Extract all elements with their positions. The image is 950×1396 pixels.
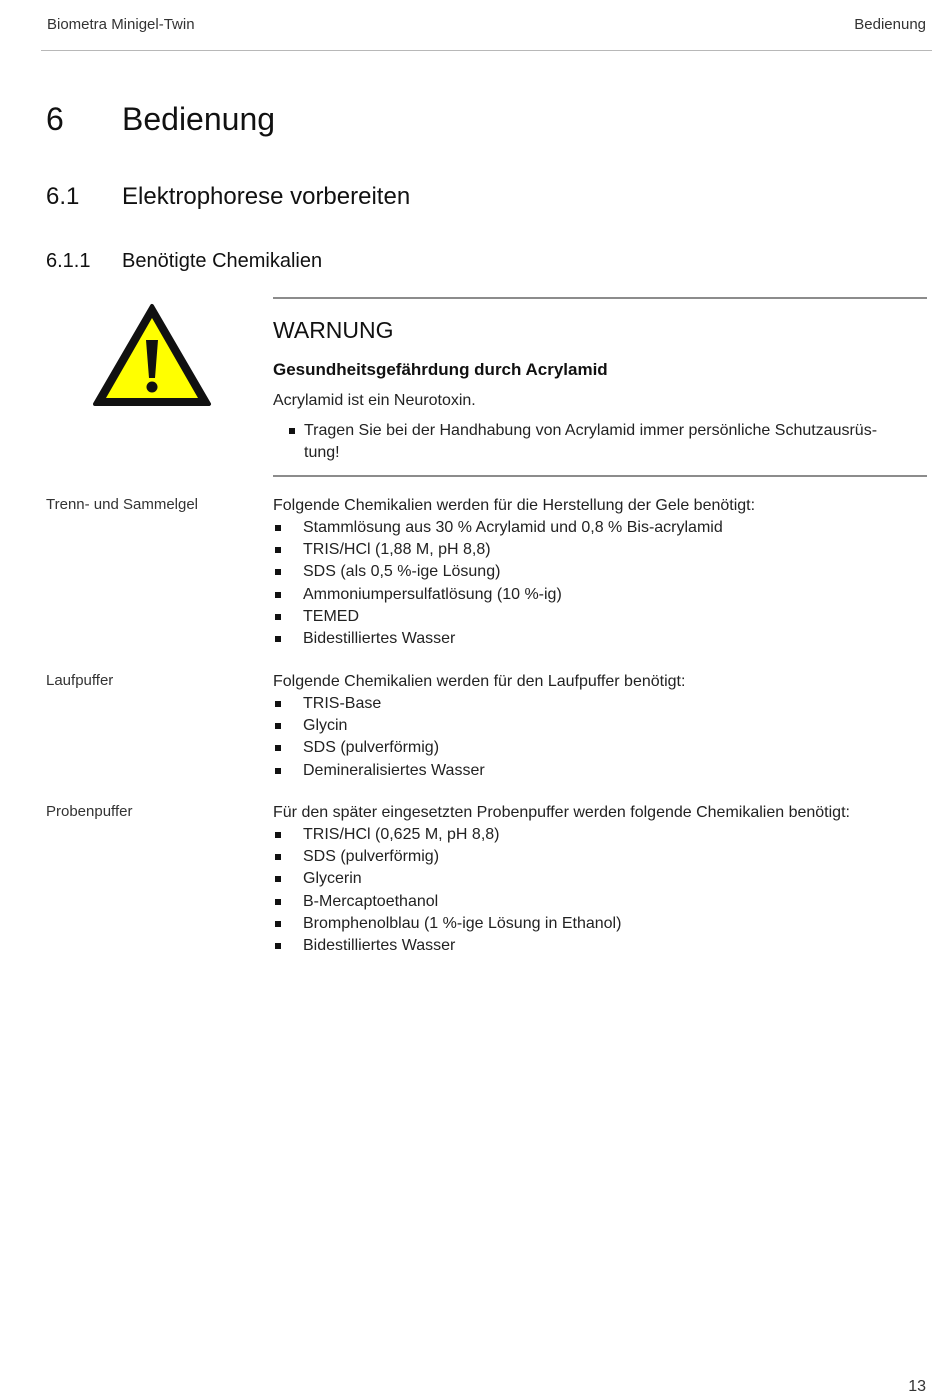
chemical-list <box>273 824 913 957</box>
section-body-probenpuffer <box>273 802 913 957</box>
bullet-square-icon <box>275 547 281 553</box>
bullet-square-icon <box>275 636 281 642</box>
header-document-title: Biometra Minigel-Twin <box>47 16 195 33</box>
list-item: Demineralisiertes Wasser <box>273 760 913 782</box>
chapter-heading <box>46 101 275 138</box>
list-item: Bidestilliertes Wasser <box>273 935 913 957</box>
warning-title: WARNUNG <box>273 317 394 343</box>
list-item: B-Mercaptoethanol <box>273 891 913 913</box>
warning-triangle-icon <box>92 302 212 408</box>
bullet-square-icon <box>275 525 281 531</box>
section-number: 6.1 <box>46 183 80 210</box>
bullet-square-icon <box>275 921 281 927</box>
list-item: TRIS/HCl (0,625 M, pH 8,8) <box>273 824 913 846</box>
list-item: Stammlösung aus 30 % Acrylamid und 0,8 % Bis-acrylamid <box>273 517 913 539</box>
section-intro: Folgende Chemikalien werden für den Laufpuffer benötigt: <box>273 673 686 690</box>
warning-box <box>273 297 927 477</box>
warning-bullet-text: Tragen Sie bei der Handhabung von Acrylamid immer persönliche Schutzausrüs-tung! <box>304 422 878 461</box>
section-heading <box>46 183 410 211</box>
bullet-square-icon <box>275 899 281 905</box>
subsection-heading <box>46 250 322 273</box>
section-intro: Für den später eingesetzten Probenpuffer werden folgende Chemikalien benötigt: <box>273 804 850 821</box>
chemical-list <box>273 693 913 782</box>
list-item: Glycin <box>273 715 913 737</box>
bullet-square-icon <box>275 614 281 620</box>
subsection-title: Benötigte Chemikalien <box>122 250 323 272</box>
warning-subtitle: Gesundheitsgefährdung durch Acrylamid <box>273 360 608 379</box>
list-item: TRIS/HCl (1,88 M, pH 8,8) <box>273 539 913 561</box>
list-item: Bromphenolblau (1 %-ige Lösung in Ethanol) <box>273 913 913 935</box>
subsection-number: 6.1.1 <box>46 250 91 272</box>
section-body-laufpuffer <box>273 671 913 782</box>
list-item: Bidestilliertes Wasser <box>273 628 913 650</box>
page-number: 13 <box>908 1378 926 1395</box>
section-label-gel: Trenn- und Sammelgel <box>46 496 199 513</box>
bullet-square-icon <box>275 569 281 575</box>
section-intro: Folgende Chemikalien werden für die Herstellung der Gele benötigt: <box>273 497 756 514</box>
bullet-square-icon <box>275 701 281 707</box>
bullet-square-icon <box>275 768 281 774</box>
bullet-square-icon <box>275 943 281 949</box>
list-item: SDS (pulverförmig) <box>273 737 913 759</box>
list-item: TEMED <box>273 606 913 628</box>
list-item: TRIS-Base <box>273 693 913 715</box>
list-item: Ammoniumpersulfatlösung (10 %-ig) <box>273 584 913 606</box>
page-header <box>41 0 932 51</box>
section-title: Elektrophorese vorbereiten <box>122 183 411 210</box>
section-label-probenpuffer: Probenpuffer <box>46 803 133 820</box>
chapter-number: 6 <box>46 101 64 137</box>
list-item: SDS (als 0,5 %-ige Lösung) <box>273 561 913 583</box>
chapter-title: Bedienung <box>122 101 276 137</box>
warning-bullet <box>289 420 909 464</box>
warning-text: Acrylamid ist ein Neurotoxin. <box>273 392 476 409</box>
list-item: SDS (pulverförmig) <box>273 846 913 868</box>
bullet-square-icon <box>275 854 281 860</box>
bullet-square-icon <box>275 745 281 751</box>
header-chapter-title: Bedienung <box>854 16 926 33</box>
list-item: Glycerin <box>273 868 913 890</box>
bullet-square-icon <box>275 832 281 838</box>
section-label-laufpuffer: Laufpuffer <box>46 672 114 689</box>
bullet-square-icon <box>275 592 281 598</box>
bullet-square-icon <box>289 428 295 434</box>
section-body-gel <box>273 495 913 650</box>
bullet-square-icon <box>275 876 281 882</box>
chemical-list <box>273 517 913 650</box>
bullet-square-icon <box>275 723 281 729</box>
